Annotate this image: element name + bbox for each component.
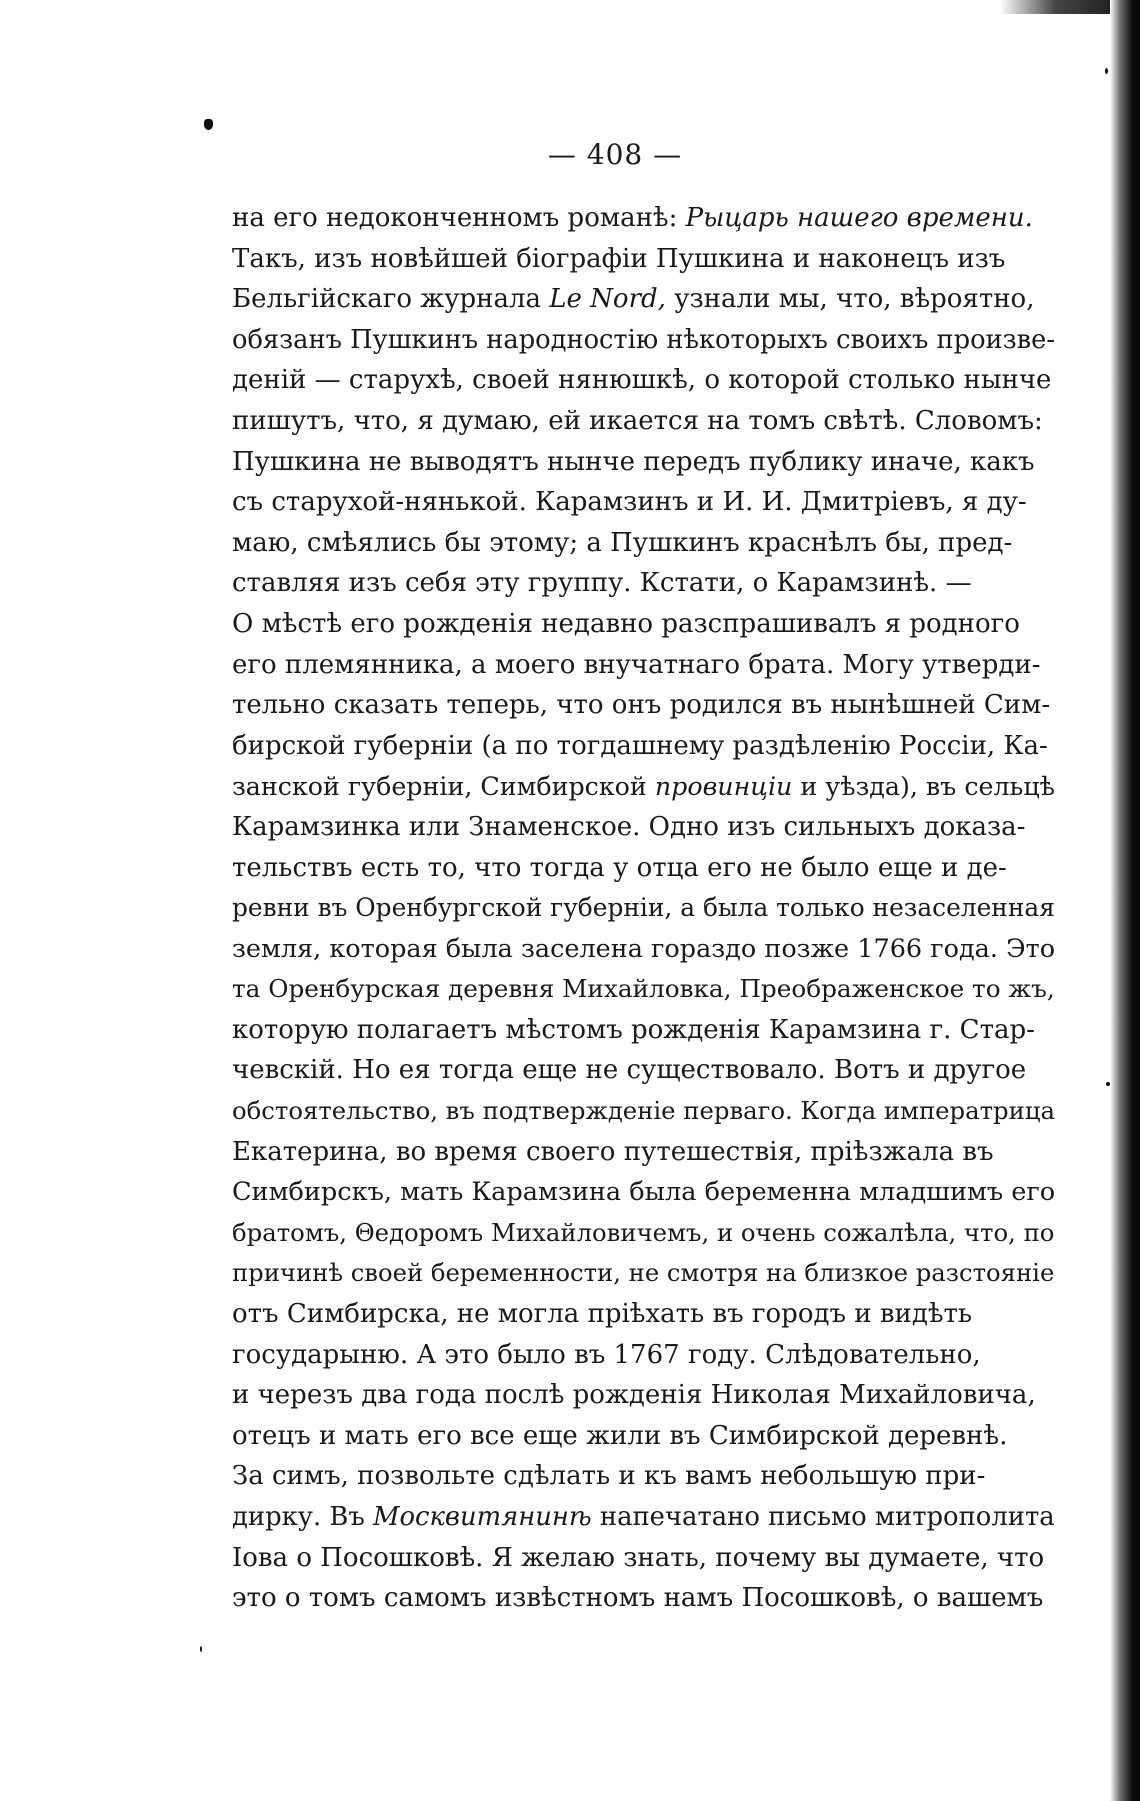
italic-text: Le Nord,: [549, 284, 666, 315]
text-line: [232, 1091, 1055, 1132]
text-segment: обстоятельство, въ подтвержденіе перваго. Когда императрица: [232, 1096, 1055, 1126]
text-line: [232, 1416, 1055, 1457]
text-segment: государыню. А это было въ 1767 году. Слѣдовательно,: [232, 1339, 981, 1370]
text-segment: обязанъ Пушкинъ народностію нѣкоторыхъ своихъ произве-: [232, 324, 1056, 355]
text-segment: отъ Симбирска, не могла пріѣхать въ городъ и видѣть: [232, 1299, 973, 1330]
text-line: [232, 1456, 1055, 1497]
ink-mark: [1106, 1082, 1110, 1086]
text-line: [232, 604, 1055, 645]
text-line: [232, 929, 1055, 970]
text-segment: Бельгійскаго журнала: [232, 284, 550, 315]
italic-text: Рыцарь нашего времени.: [685, 203, 1033, 233]
text-segment: Екатерина, во время своего путешествія, пріѣзжала въ: [232, 1136, 994, 1167]
text-segment: Карамзинка или Знаменское. Одно изъ сильныхъ доказа-: [232, 811, 1026, 842]
text-segment: За симъ, позвольте сдѣлать и къ вамъ небольшую при-: [232, 1461, 986, 1492]
text-line: [232, 1050, 1055, 1091]
text-line: [232, 1538, 1055, 1579]
text-segment: занской губерніи, Симбирской: [232, 771, 655, 802]
text-segment: и уѣзда), въ сельцѣ: [792, 771, 1055, 802]
text-segment: Іова о Посошковѣ. Я желаю знать, почему вы думаете, что: [232, 1542, 1045, 1573]
text-segment: Такъ, изъ новѣйшей біографіи Пушкина и наконецъ изъ: [232, 243, 1006, 274]
text-line: [232, 239, 1055, 280]
text-segment: земля, которая была заселена гораздо позже 1766 года. Это: [232, 933, 1056, 964]
text-segment: маю, смѣялись бы этому; а Пушкинъ краснѣлъ бы, пред-: [232, 527, 1013, 558]
text-segment: отецъ и мать его все еще жили въ Симбирской деревнѣ.: [232, 1420, 1008, 1451]
text-line: [232, 1132, 1055, 1173]
text-line: [232, 1497, 1055, 1538]
ink-mark: [1105, 68, 1108, 74]
text-line: [232, 1213, 1055, 1254]
text-line: [232, 401, 1055, 442]
text-segment: ставляя изъ себя эту группу. Кстати, о Карамзинѣ. —: [232, 568, 972, 599]
scan-shadow-edge: [1110, 0, 1140, 1801]
text-line: [232, 766, 1055, 807]
text-segment: та Оренбурская деревня Михайловка, Преображенское то жъ,: [232, 974, 1055, 1004]
text-line: [232, 726, 1055, 767]
text-line: [232, 1253, 1055, 1294]
text-segment: которую полагаетъ мѣстомъ рожденія Карамзина г. Стар-: [232, 1014, 1035, 1045]
text-line: [232, 482, 1055, 523]
italic-text: провинціи: [654, 771, 793, 802]
text-line: [232, 442, 1055, 483]
text-line: [232, 848, 1055, 889]
text-segment: напечатано письмо митрополита: [591, 1502, 1055, 1532]
text-segment: и черезъ два года послѣ рожденія Николая Михайловича,: [232, 1380, 1036, 1411]
text-segment: пишутъ, что, я думаю, ей икается на томъ свѣтѣ. Словомъ:: [232, 405, 1043, 436]
italic-text: Москвитянинѣ: [373, 1502, 592, 1532]
text-segment: тельно сказать теперь, что онъ родился въ нынѣшней Сим-: [232, 690, 1051, 721]
text-line: [232, 1335, 1055, 1376]
ink-mark: [200, 1646, 202, 1652]
text-segment: его племянника, а моего внучатнаго брата. Могу утверди-: [232, 649, 1041, 680]
text-line: [232, 1172, 1055, 1213]
text-segment: ревни въ Оренбургской губерніи, а была только незаселенная: [232, 893, 1055, 923]
text-segment: дирку. Въ: [232, 1502, 374, 1532]
text-segment: это о томъ самомъ извѣстномъ намъ Посошковѣ, о вашемъ: [232, 1583, 1044, 1614]
text-segment: чевскій. Но ея тогда еще не существовало. Вотъ и другое: [232, 1055, 1027, 1086]
text-line: [232, 523, 1055, 564]
text-line: [232, 807, 1055, 848]
text-line: [232, 1010, 1055, 1051]
text-line: [232, 685, 1055, 726]
text-line: [232, 645, 1055, 686]
text-segment: тельствъ есть то, что тогда у отца его не было еще и де-: [232, 852, 1007, 883]
text-line: [232, 888, 1055, 929]
text-segment: Пушкина не выводятъ нынче передъ публику иначе, какъ: [232, 446, 1035, 477]
text-line: [232, 1375, 1055, 1416]
text-line: [232, 1578, 1055, 1619]
page-number: — 408 —: [547, 138, 683, 171]
text-segment: деній — старухѣ, своей нянюшкѣ, о которой столько нынче: [232, 365, 1052, 396]
text-segment: причинѣ своей беременности, не смотря на близкое разстояніе: [232, 1258, 1055, 1288]
text-line: [232, 563, 1055, 604]
text-segment: на его недоконченномъ романѣ:: [232, 203, 686, 233]
text-line: [232, 320, 1055, 361]
text-segment: Симбирскъ, мать Карамзина была беременна младшимъ его: [232, 1177, 1056, 1208]
text-segment: съ старухой-нянькой. Карамзинъ и И. И. Дмитріевъ, я ду-: [232, 487, 1027, 518]
text-segment: братомъ, Θедоромъ Михайловичемъ, и очень сожалѣла, что, по: [232, 1217, 1055, 1247]
body-text: [232, 198, 1055, 1619]
text-line: [232, 1294, 1055, 1335]
text-segment: бирской губерніи (а по тогдашнему раздѣленію Россіи, Ка-: [232, 730, 1048, 761]
text-segment: О мѣстѣ его рожденія недавно разспрашивалъ я родного: [232, 608, 1020, 639]
text-segment: узнали мы, что, вѣроятно,: [665, 284, 1035, 315]
text-line: [232, 360, 1055, 401]
text-line: [232, 279, 1055, 320]
text-line: [232, 198, 1055, 239]
text-line: [232, 969, 1055, 1010]
ink-mark: [204, 119, 213, 130]
